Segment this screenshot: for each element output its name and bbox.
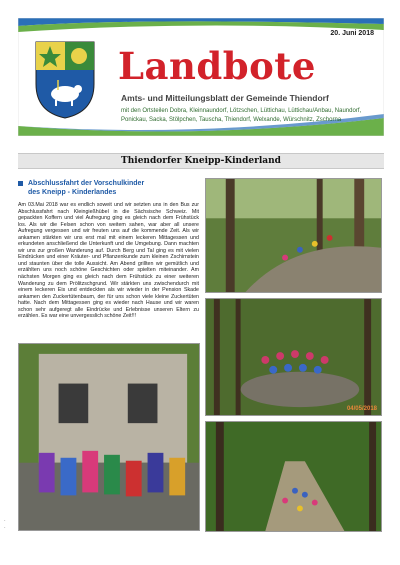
publication-subtitle: Amts- und Mitteilungsblatt der Gemeinde Thiendorf — [121, 93, 329, 103]
coat-of-arms-icon — [34, 40, 96, 120]
article-heading-line2: des Kneipp - Kinderlandes — [28, 189, 117, 196]
section-banner: Thiendorfer Kneipp-Kinderland — [18, 153, 384, 169]
photo-forest-path — [205, 421, 382, 532]
photo-date-stamp: 04/05/2018 — [346, 406, 377, 412]
article-heading — [18, 179, 198, 197]
photo-group-on-rocks — [205, 298, 382, 416]
article-heading-line1: Abschlussfahrt der Vorschulkinder — [28, 180, 145, 187]
article-body: Am 03.Mai 2018 war es endlich soweit und wir setzten uns in den Bus zur Abschlussfahrt nach Kleingießhübel in die Sächsische Schweiz. Mit gepackten Koffern und viel Aufregung ging es gleich nach dem Frühstück los. Als wir die Felsen schon von weitem sahen, war aber all unsere Aufregung vergessen und wir freuten uns auf die kommende Zeit. Als wir ankamen stärkten wir uns erst mal mit einem leckeren Mittagessen und erkundeten anschließend die Unterkunft und die Umgebung. Dann machten wir uns zur großen Wanderung auf. Durch Berg und Tal ging es mit vielen Eindrücken und einer Kräuter- und Pflanzenkunde zum kleinen Zschirnstein und staunten über die tolle Aussicht. Am Abend grillten wir gemütlich und erzählten uns noch schöne Geschichten oder spielten miteinander. Am nächsten Morgen ging es gleich nach dem Frühstück zu einer weiteren Wanderung zu dem Prölitzschgrund. Wir stärkten uns zwischendurch mit einem leckeren Eis und entdeckten als wir wieder in der Pension Skade ankamen den Zuckertütenbaum, der für uns schon viele kleine Zuckertüten hatte. Nach dem Mittagessen ging es wieder nach Hause und wir waren schon sehr aufgeregt alle Eindrücke und Erlebnisse unseren Eltern zu erzählen. Es war eine unvergesslich schöne Zeit!!! — [18, 202, 199, 320]
margin-marks: · · — [4, 518, 6, 531]
bullet-square-icon — [18, 181, 23, 186]
publication-places: mit den Ortsteilen Dobra, Kleinnaundorf, Lötzschen, Lüttichau, Lüttichau/Anbau, Naundorf, Ponickau, Sacka, Stölpchen, Tauscha, Thiendorf, Welxande, Würschnitz, Zschorna — [121, 108, 362, 123]
photo-forest-climb — [205, 178, 382, 293]
photo-children-building — [18, 343, 200, 531]
issue-date: 20. Juni 2018 — [330, 30, 374, 37]
publication-title: Landbote — [118, 44, 316, 88]
masthead — [18, 18, 384, 136]
